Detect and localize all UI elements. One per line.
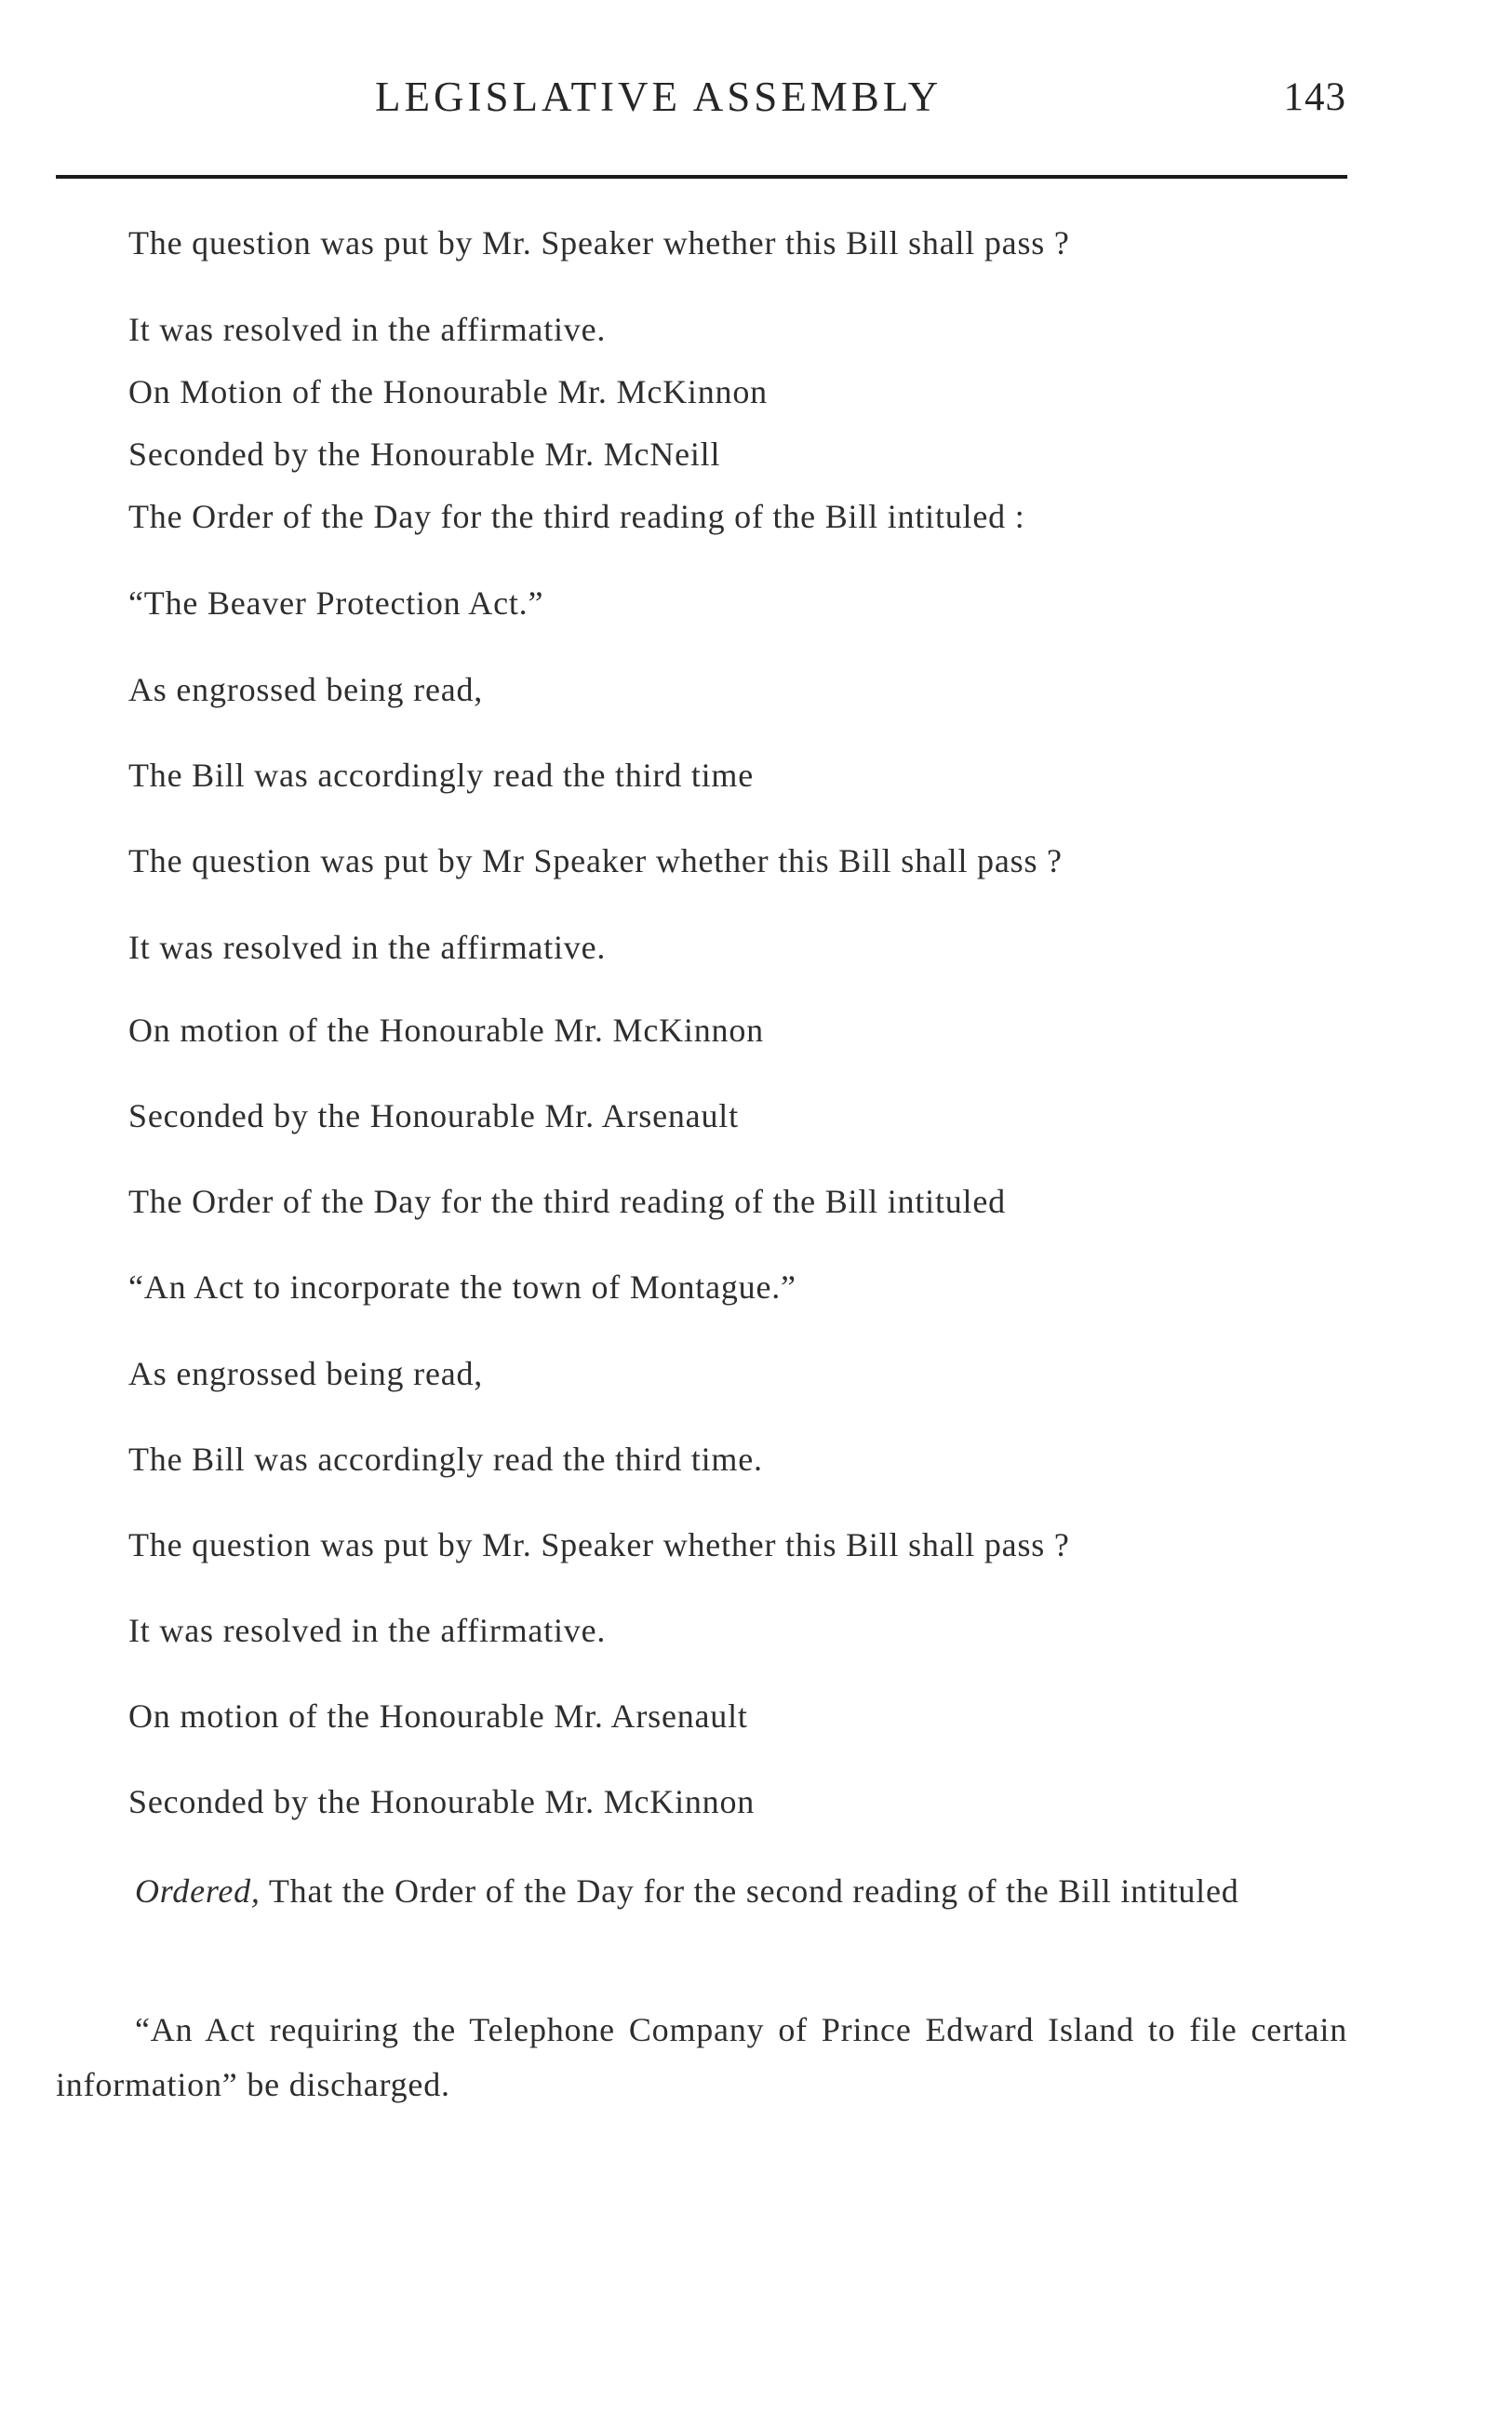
- text-line: “An Act to incorporate the town of Montague.”: [128, 1268, 796, 1306]
- text-line: The question was put by Mr. Speaker whether this Bill shall pass ?: [128, 224, 1070, 262]
- text-line: On motion of the Honourable Mr. McKinnon: [128, 1012, 764, 1049]
- ordered-word: Ordered,: [135, 1872, 261, 1910]
- text-line: The Bill was accordingly read the third time.: [128, 1441, 763, 1478]
- text-line: As engrossed being read,: [128, 671, 484, 708]
- ordered-text: That the Order of the Day for the second reading of the Bill intituled: [260, 1872, 1239, 1910]
- ordered-paragraph: [56, 1864, 1347, 1919]
- text-line: It was resolved in the affirmative.: [128, 311, 607, 348]
- text-line: The Order of the Day for the third reading of the Bill intituled: [128, 1183, 1006, 1220]
- header-rule: [56, 175, 1347, 179]
- text-line: It was resolved in the affirmative.: [128, 929, 607, 966]
- text-line: It was resolved in the affirmative.: [128, 1612, 607, 1649]
- running-title: LEGISLATIVE ASSEMBLY: [375, 74, 943, 120]
- page-number: 143: [1283, 75, 1346, 119]
- text-line: As engrossed being read,: [128, 1355, 484, 1392]
- text-line: Seconded by the Honourable Mr. Arsenault: [128, 1097, 739, 1134]
- text-line: Seconded by the Honourable Mr. McKinnon: [128, 1783, 756, 1820]
- text-line: “The Beaver Protection Act.”: [128, 584, 544, 622]
- text-line: The question was put by Mr. Speaker whether this Bill shall pass ?: [128, 1526, 1070, 1563]
- final-paragraph: “An Act requiring the Telephone Company of Prince Edward Island to file certain information” be discharged.: [56, 2011, 1347, 2103]
- text-line: The Order of the Day for the third reading of the Bill intituled :: [128, 498, 1025, 535]
- text-line: The question was put by Mr Speaker whether this Bill shall pass ?: [128, 842, 1063, 879]
- text-line: On motion of the Honourable Mr. Arsenault: [128, 1697, 748, 1735]
- text-line: On Motion of the Honourable Mr. McKinnon: [128, 373, 768, 410]
- text-line: The Bill was accordingly read the third time: [128, 757, 755, 794]
- text-line: Seconded by the Honourable Mr. McNeill: [128, 436, 721, 473]
